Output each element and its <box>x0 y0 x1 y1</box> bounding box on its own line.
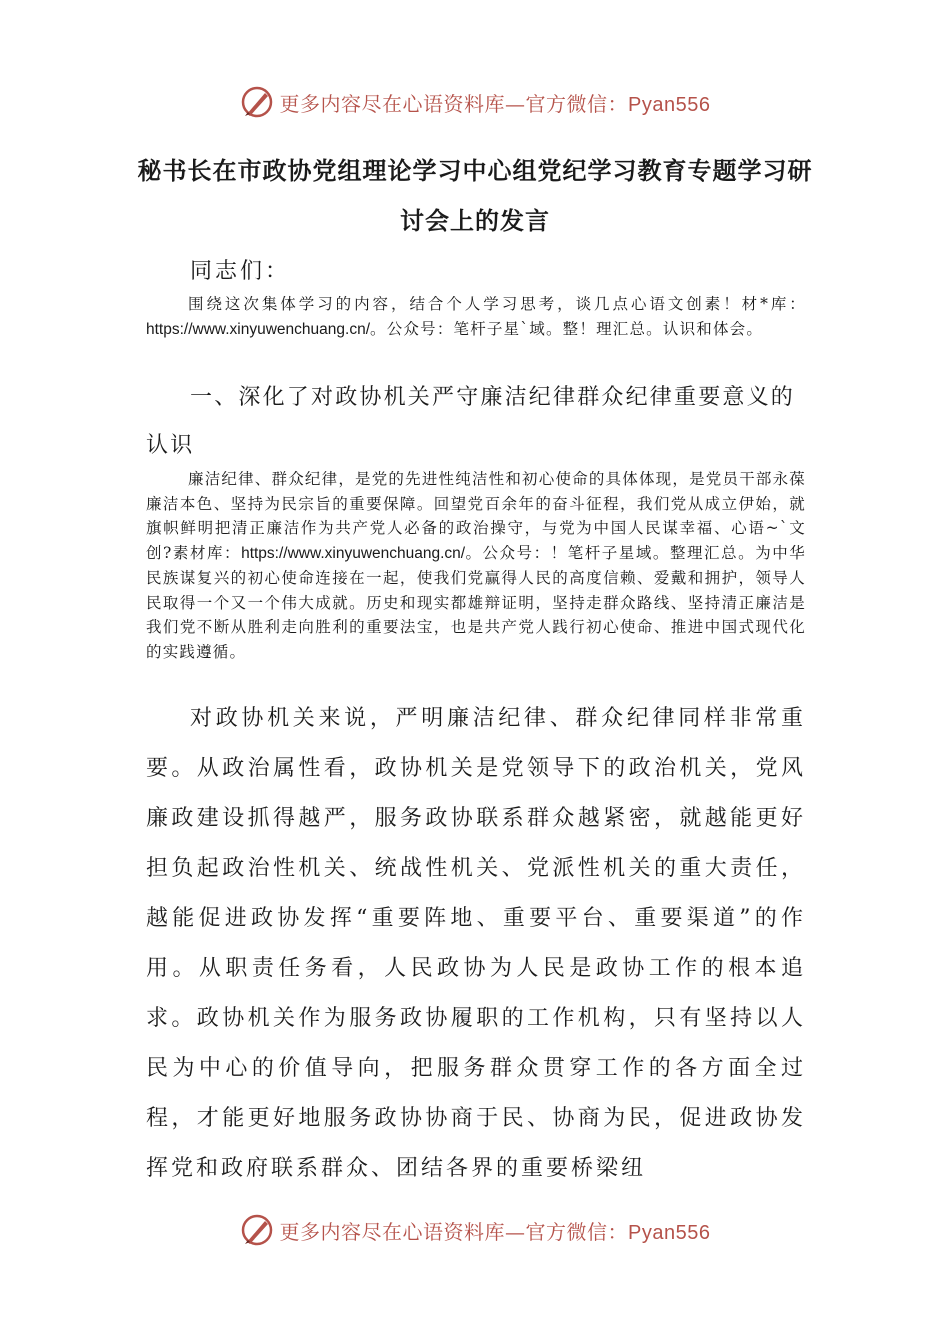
document-title: 秘书长在市政协党组理论学习中心组党纪学习教育专题学习研讨会上的发言 <box>137 156 813 235</box>
banner-text: 更多内容尽在心语资料库—官方微信：Pyan556 <box>279 1219 711 1244</box>
banner-wechat-id: Pyan556 <box>628 93 711 116</box>
banner-wechat-id: Pyan556 <box>628 1221 711 1244</box>
intro-paragraph: 围绕这次集体学习的内容，结合个人学习思考，谈几点心语文创素！材*库：https://www.xinyuwenchuang.cn/。公众号：笔杆子星`域。整！理汇总。认识和体会。 <box>146 295 806 338</box>
header-banner <box>0 80 950 124</box>
section-paragraph-1: 廉洁纪律、群众纪律，是党的先进性纯洁性和初心使命的具体体现，是党员干部永葆廉洁本色、坚持为民宗旨的重要保障。回望党百余年的奋斗征程，我们党从成立伊始，就旗帜鲜明把清正廉洁作为共产党人必备的政治操守，与党为中国人民谋幸福、心语~`文创?素材库：https://www.xinyuwenchuang.cn/。公众号：！笔杆子星域。整理汇总。为中华民族谋复兴的初心使命连接在一起，使我们党赢得人民的高度信赖、爱戴和拥护，领导人民取得一个又一个伟大成就。历史和现实都雄辩证明，坚持走群众路线、坚持清正廉洁是我们党不断从胜利走向胜利的重要法宝，也是共产党人践行初心使命、推进中国式现代化的实践遵循。 <box>146 470 806 661</box>
section-url: https://www.xinyuwenchuang.cn/ <box>241 544 466 562</box>
banner-text: 更多内容尽在心语资料库—官方微信：Pyan556 <box>279 91 711 116</box>
section-heading: 一、深化了对政协机关严守廉洁纪律群众纪律重要意义的认识 <box>146 385 796 458</box>
salutation: 同志们： <box>190 259 291 284</box>
intro-url: https://www.xinyuwenchuang.cn/ <box>146 320 371 338</box>
section-paragraph-2: 对政协机关来说，严明廉洁纪律、群众纪律同样非常重要。从政治属性看，政协机关是党领导下的政治机关，党风廉政建设抓得越严，服务政协联系群众越紧密，就越能更好担负起政治性机关、统战性机关、党派性机关的重大责任，越能促进政协发挥“重要阵地、重要平台、重要渠道”的作用。从职责任务看，人民政协为人民是政协工作的根本追求。政协机关作为服务政协履职的工作机构，只有坚持以人民为中心的价值导向，把服务群众贯穿工作的各方面全过程，才能更好地服务政协协商于民、协商为民，促进政协发挥党和政府联系群众、团结各界的重要桥梁纽 <box>146 706 806 1181</box>
footer-banner <box>0 1208 950 1252</box>
pen-logo-icon <box>240 1213 274 1247</box>
pen-logo-icon <box>240 85 274 119</box>
